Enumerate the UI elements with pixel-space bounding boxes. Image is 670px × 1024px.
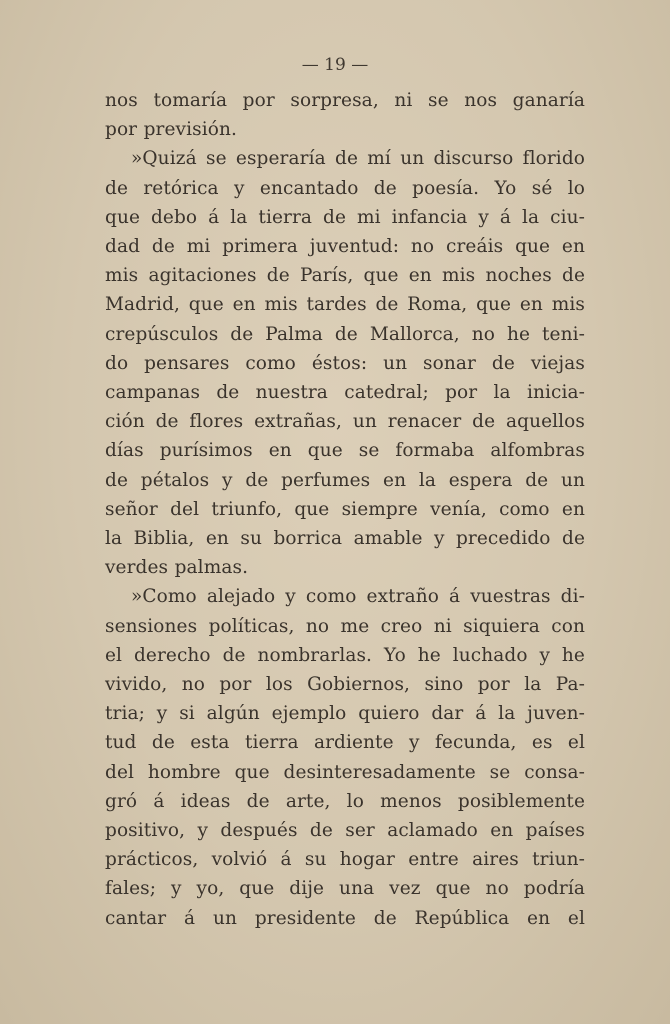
- text-line: la Biblia, en su borrica amable y precedido de: [105, 528, 585, 550]
- text-line: »Como alejado y como extraño á vuestras di-: [131, 586, 585, 608]
- text-line: prácticos, volvió á su hogar entre aires triun-: [105, 849, 585, 871]
- text-line: por previsión.: [105, 119, 237, 141]
- text-line: dad de mi primera juventud: no creáis que en: [105, 236, 585, 258]
- text-line: positivo, y después de ser aclamado en países: [105, 820, 585, 842]
- text-line: Madrid, que en mis tardes de Roma, que en mis: [105, 294, 585, 316]
- text-line: del hombre que desinteresadamente se consa-: [105, 761, 585, 783]
- text-line: campanas de nuestra catedral; por la inicia-: [105, 382, 585, 404]
- text-line: tria; y si algún ejemplo quiero dar á la juven-: [105, 703, 585, 725]
- text-line: ción de flores extrañas, un renacer de aquellos: [105, 411, 585, 433]
- text-line: »Quizá se esperaría de mí un discurso florido: [131, 148, 585, 170]
- text-line: que debo á la tierra de mi infancia y á la ciu-: [105, 206, 585, 228]
- text-line: tud de esta tierra ardiente y fecunda, es el: [105, 732, 585, 754]
- text-line: cantar á un presidente de República en el: [105, 907, 585, 929]
- text-line: fales; y yo, que dije una vez que no podría: [105, 878, 585, 900]
- text-line: do pensares como éstos: un sonar de viejas: [105, 352, 585, 374]
- body-text: [105, 86, 585, 933]
- text-line: sensiones políticas, no me creo ni siquiera con: [105, 615, 585, 637]
- text-line: verdes palmas.: [105, 557, 249, 579]
- text-line: días purísimos en que se formaba alfombras: [105, 440, 585, 462]
- text-line: el derecho de nombrarlas. Yo he luchado y he: [105, 644, 585, 666]
- text-line: señor del triunfo, que siempre venía, como en: [105, 498, 585, 520]
- text-line: gró á ideas de arte, lo menos posiblemente: [105, 790, 585, 812]
- text-line: mis agitaciones de París, que en mis noches de: [105, 265, 585, 287]
- text-line: nos tomaría por sorpresa, ni se nos ganaría: [105, 90, 585, 111]
- page-number: — 19 —: [301, 55, 369, 75]
- text-line: de pétalos y de perfumes en la espera de un: [105, 469, 585, 491]
- text-line: crepúsculos de Palma de Mallorca, no he teni-: [105, 323, 585, 345]
- text-line: de retórica y encantado de poesía. Yo sé lo: [105, 177, 585, 199]
- text-line: vivido, no por los Gobiernos, sino por la Pa-: [105, 674, 585, 696]
